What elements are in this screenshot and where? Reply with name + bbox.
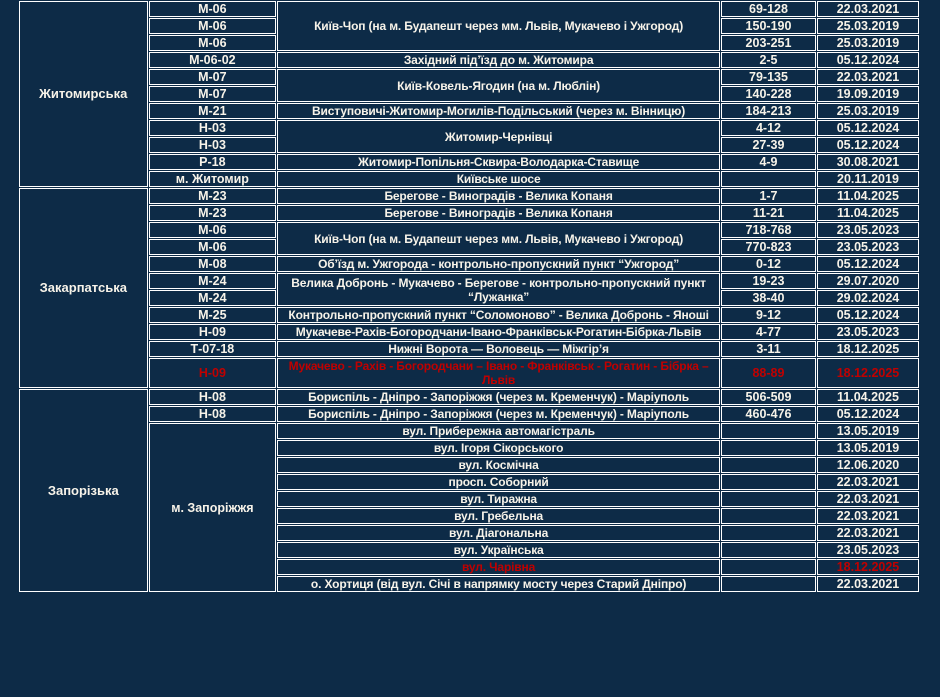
date-cell: 18.12.2025 (817, 358, 919, 388)
road-name-cell: Берегове - Виноградів - Велика Копаня (277, 205, 720, 221)
road-code-cell: М-24 (149, 273, 277, 289)
date-cell: 22.03.2021 (817, 69, 919, 85)
date-cell: 11.04.2025 (817, 205, 919, 221)
table-row (19, 273, 919, 289)
date-cell: 05.12.2024 (817, 120, 919, 136)
road-code-cell: М-23 (149, 188, 277, 204)
km-range-cell (721, 525, 816, 541)
road-code-cell: М-21 (149, 103, 277, 119)
km-range-cell (721, 457, 816, 473)
km-range-cell (721, 508, 816, 524)
km-range-cell: 2-5 (721, 52, 816, 68)
road-name-cell: вул. Українська (277, 542, 720, 558)
road-name-cell: Київ-Ковель-Ягодин (на м. Люблін) (277, 69, 720, 102)
road-code-cell: м. Запоріжжя (149, 423, 277, 592)
table-row (19, 307, 919, 323)
date-cell: 22.03.2021 (817, 474, 919, 490)
km-range-cell: 3-11 (721, 341, 816, 357)
region-cell: Закарпатська (19, 188, 148, 388)
km-range-cell: 203-251 (721, 35, 816, 51)
km-range-cell (721, 576, 816, 592)
table-row (19, 256, 919, 272)
road-name-cell: вул. Чарівна (277, 559, 720, 575)
road-name-cell: вул. Ігоря Сікорського (277, 440, 720, 456)
km-range-cell: 140-228 (721, 86, 816, 102)
km-range-cell: 1-7 (721, 188, 816, 204)
table-row (19, 1, 919, 17)
road-name-cell: Виступовичі-Житомир-Могилів-Подільський (через м. Вінницю) (277, 103, 720, 119)
region-cell: Запорізька (19, 389, 148, 592)
date-cell: 22.03.2021 (817, 491, 919, 507)
table-row (19, 120, 919, 136)
km-range-cell: 184-213 (721, 103, 816, 119)
km-range-cell: 4-12 (721, 120, 816, 136)
table-row (19, 324, 919, 340)
km-range-cell: 79-135 (721, 69, 816, 85)
road-name-cell: Нижні Ворота — Воловець — Міжгір’я (277, 341, 720, 357)
table-body (19, 1, 919, 592)
road-code-cell: Т-07-18 (149, 341, 277, 357)
table-row (19, 341, 919, 357)
km-range-cell: 4-77 (721, 324, 816, 340)
date-cell: 22.03.2021 (817, 576, 919, 592)
date-cell: 13.05.2019 (817, 440, 919, 456)
road-name-cell: Західний під’їзд до м. Житомира (277, 52, 720, 68)
road-sections-table (18, 0, 920, 593)
date-cell: 23.05.2023 (817, 239, 919, 255)
road-name-cell: Велика Добронь - Мукачево - Берегове - контрольно-пропускний пункт “Лужанка” (277, 273, 720, 306)
table-row (19, 423, 919, 439)
road-code-cell: М-25 (149, 307, 277, 323)
table-row (19, 171, 919, 187)
date-cell: 20.11.2019 (817, 171, 919, 187)
date-cell: 25.03.2019 (817, 35, 919, 51)
date-cell: 29.07.2020 (817, 273, 919, 289)
km-range-cell (721, 542, 816, 558)
date-cell: 23.05.2023 (817, 222, 919, 238)
road-name-cell: Бориспіль - Дніпро - Запоріжжя (через м. Кременчук) - Маріуполь (277, 406, 720, 422)
road-code-cell: Р-18 (149, 154, 277, 170)
date-cell: 19.09.2019 (817, 86, 919, 102)
road-code-cell: М-06 (149, 239, 277, 255)
km-range-cell: 69-128 (721, 1, 816, 17)
date-cell: 23.05.2023 (817, 324, 919, 340)
date-cell: 05.12.2024 (817, 137, 919, 153)
road-code-cell: Н-03 (149, 137, 277, 153)
road-name-cell: Житомир-Чернівці (277, 120, 720, 153)
road-code-cell: М-07 (149, 69, 277, 85)
road-code-cell: М-06 (149, 222, 277, 238)
road-name-cell: вул. Гребельна (277, 508, 720, 524)
road-code-cell: М-06 (149, 35, 277, 51)
date-cell: 22.03.2021 (817, 1, 919, 17)
date-cell: 22.03.2021 (817, 525, 919, 541)
road-code-cell: Н-08 (149, 389, 277, 405)
table-row (19, 52, 919, 68)
road-code-cell: Н-08 (149, 406, 277, 422)
road-code-cell: М-07 (149, 86, 277, 102)
road-name-cell: Берегове - Виноградів - Велика Копаня (277, 188, 720, 204)
table-row (19, 69, 919, 85)
road-name-cell: вул. Діагональна (277, 525, 720, 541)
road-name-cell: Мукачеве-Рахів-Богородчани-Івано-Франківськ-Рогатин-Бібрка-Львів (277, 324, 720, 340)
table-row (19, 188, 919, 204)
km-range-cell: 770-823 (721, 239, 816, 255)
road-code-cell: М-06 (149, 18, 277, 34)
km-range-cell: 19-23 (721, 273, 816, 289)
road-code-cell: Н-09 (149, 358, 277, 388)
road-name-cell: Київ-Чоп (на м. Будапешт через мм. Львів, Мукачево і Ужгород) (277, 1, 720, 51)
date-cell: 29.02.2024 (817, 290, 919, 306)
km-range-cell (721, 171, 816, 187)
table-row (19, 222, 919, 238)
road-code-cell: М-08 (149, 256, 277, 272)
road-code-cell: м. Житомир (149, 171, 277, 187)
km-range-cell (721, 491, 816, 507)
km-range-cell: 150-190 (721, 18, 816, 34)
date-cell: 18.12.2025 (817, 559, 919, 575)
table-row (19, 389, 919, 405)
km-range-cell: 718-768 (721, 222, 816, 238)
road-code-cell: М-06 (149, 1, 277, 17)
road-name-cell: Контрольно-пропускний пункт “Соломоново” - Велика Добронь - Яноші (277, 307, 720, 323)
road-name-cell: Бориспіль - Дніпро - Запоріжжя (через м. Кременчук) - Маріуполь (277, 389, 720, 405)
road-name-cell: просп. Соборний (277, 474, 720, 490)
date-cell: 05.12.2024 (817, 406, 919, 422)
km-range-cell (721, 559, 816, 575)
road-code-cell: М-24 (149, 290, 277, 306)
km-range-cell: 88-89 (721, 358, 816, 388)
date-cell: 12.06.2020 (817, 457, 919, 473)
km-range-cell: 4-9 (721, 154, 816, 170)
date-cell: 25.03.2019 (817, 103, 919, 119)
road-code-cell: М-23 (149, 205, 277, 221)
date-cell: 13.05.2019 (817, 423, 919, 439)
date-cell: 11.04.2025 (817, 188, 919, 204)
road-name-cell: вул. Космічна (277, 457, 720, 473)
km-range-cell: 460-476 (721, 406, 816, 422)
table-row (19, 103, 919, 119)
date-cell: 05.12.2024 (817, 307, 919, 323)
km-range-cell: 11-21 (721, 205, 816, 221)
km-range-cell: 0-12 (721, 256, 816, 272)
date-cell: 23.05.2023 (817, 542, 919, 558)
date-cell: 25.03.2019 (817, 18, 919, 34)
km-range-cell: 38-40 (721, 290, 816, 306)
road-name-cell: Київське шосе (277, 171, 720, 187)
road-name-cell: Мукачево - Рахів - Богородчани – Івано - Франківськ - Рогатин - Бібрка – Львів (277, 358, 720, 388)
km-range-cell: 27-39 (721, 137, 816, 153)
table-row (19, 205, 919, 221)
table-row (19, 406, 919, 422)
road-name-cell: о. Хортиця (від вул. Січі в напрямку мосту через Старий Дніпро) (277, 576, 720, 592)
date-cell: 05.12.2024 (817, 52, 919, 68)
road-name-cell: вул. Прибережна автомагістраль (277, 423, 720, 439)
road-code-cell: Н-03 (149, 120, 277, 136)
road-name-cell: Об’їзд м. Ужгорода - контрольно-пропускний пункт “Ужгород” (277, 256, 720, 272)
km-range-cell (721, 423, 816, 439)
road-name-cell: Житомир-Попільня-Сквира-Володарка-Ставище (277, 154, 720, 170)
km-range-cell (721, 440, 816, 456)
km-range-cell: 9-12 (721, 307, 816, 323)
table-row (19, 358, 919, 388)
date-cell: 05.12.2024 (817, 256, 919, 272)
date-cell: 11.04.2025 (817, 389, 919, 405)
road-name-cell: Київ-Чоп (на м. Будапешт через мм. Львів, Мукачево і Ужгород) (277, 222, 720, 255)
road-code-cell: Н-09 (149, 324, 277, 340)
km-range-cell (721, 474, 816, 490)
road-code-cell: М-06-02 (149, 52, 277, 68)
date-cell: 30.08.2021 (817, 154, 919, 170)
date-cell: 22.03.2021 (817, 508, 919, 524)
table-row (19, 154, 919, 170)
date-cell: 18.12.2025 (817, 341, 919, 357)
km-range-cell: 506-509 (721, 389, 816, 405)
road-name-cell: вул. Тиражна (277, 491, 720, 507)
region-cell: Житомирська (19, 1, 148, 187)
